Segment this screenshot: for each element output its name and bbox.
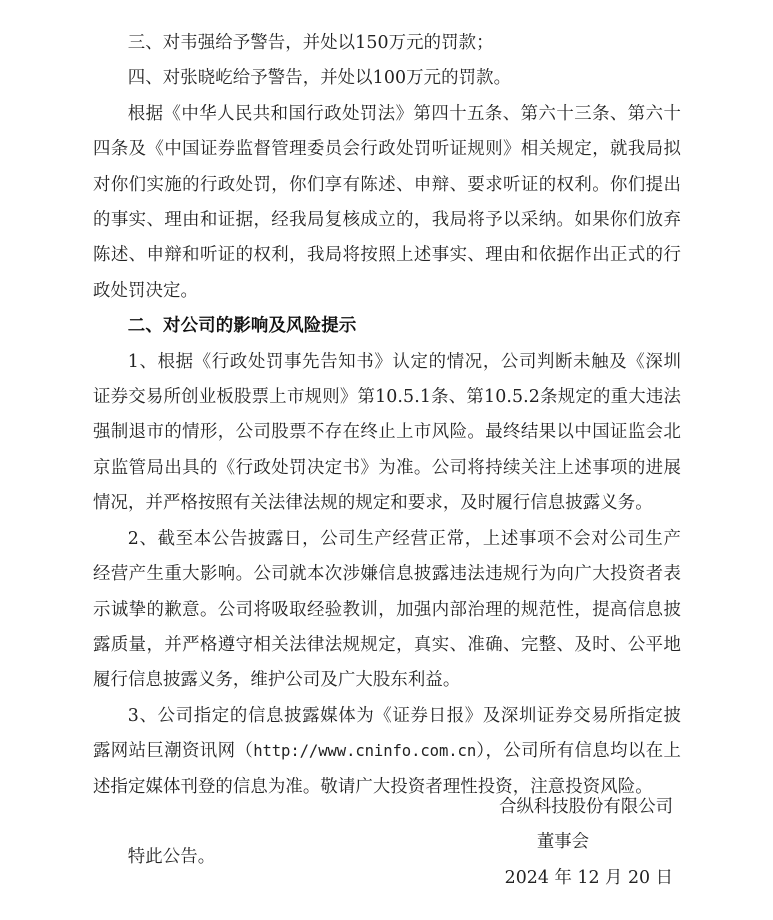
signature-issuing-body: 董事会: [536, 832, 589, 853]
media-item-prefix: 3、公司指定的信息披露媒体为《证券日报》及深圳证券交易所指定披露网站巨潮资讯网（: [93, 705, 681, 762]
section-two-item-3: [93, 699, 681, 805]
document-body: [93, 26, 681, 876]
section-two-heading: 二、对公司的影响及风险提示: [127, 316, 357, 337]
media-item-suffix: ），公司所有信息均以在上述指定媒体刊登的信息为准。敬请广大投资者理性投资，注意投资风险。: [93, 741, 681, 797]
signature-date: 2024 年 12 月 20 日: [504, 867, 673, 888]
legal-basis-paragraph: 根据《中华人民共和国行政处罚法》第四十五条、第六十三条、第六十四条及《中国证券监督管理委员会行政处罚听证规则》相关规定，就我局拟对你们实施的行政处罚，你们享有陈述、申辩、要求听证的权利。你们提出的事实、理由和证据，经我局复核成立的，我局将予以采纳。如果你们放弃陈述、申辩和听证的权利，我局将按照上述事实、理由和依据作出正式的行政处罚决定。: [93, 103, 681, 301]
cninfo-url[interactable]: http://www.cninfo.com.cn: [253, 742, 477, 761]
penalty-item-three: 三、对韦强给予警告，并处以150万元的罚款；: [127, 33, 494, 53]
closing-statement: 特此公告。: [127, 847, 216, 868]
signature-block: [93, 790, 681, 896]
penalty-item-four: 四、对张晓屹给予警告，并处以100万元的罚款。: [127, 68, 512, 89]
section-two-item-1: 1、根据《行政处罚事先告知书》认定的情况，公司判断未触及《深圳证券交易所创业板股票上市规则》第10.5.1条、第10.5.2条规定的重大违法强制退市的情形，公司股票不存在终止上市风险。最终结果以中国证监会北京监管局出具的《行政处罚决定书》为准。公司将持续关注上述事项的进展情况，并严格按照有关法律法规的规定和要求，及时履行信息披露义务。: [93, 351, 681, 514]
section-two-item-2: 2、截至本公告披露日，公司生产经营正常，上述事项不会对公司生产经营产生重大影响。公司就本次涉嫌信息披露违法违规行为向广大投资者表示诚挚的歉意。公司将吸取经验教训，加强内部治理的规范性，提高信息披露质量，并严格遵守相关法律法规规定，真实、准确、完整、及时、公平地履行信息披露义务，维护公司及广大股东利益。: [93, 528, 681, 691]
signature-company-name: 合纵科技股份有限公司: [499, 797, 673, 817]
